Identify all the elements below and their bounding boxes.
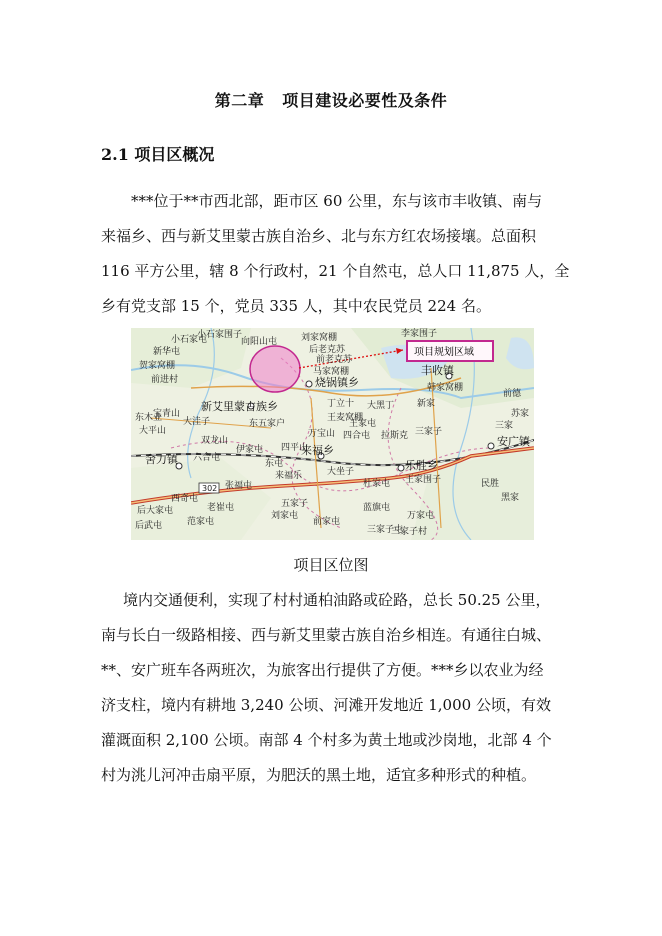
- map-place-label: 宝青山: [153, 409, 181, 419]
- map-place-label: 王麦窝棚: [327, 413, 364, 423]
- map-place-label: 前进村: [151, 375, 179, 385]
- map-place-label: 四平山: [281, 443, 309, 453]
- map-place-label: 伊家屯: [236, 445, 264, 455]
- map-place-label: 大洼子: [183, 417, 211, 427]
- paragraph-line: 济支柱，境内有耕地 3,240 公顷、河滩开发地近 1,000 公顷，有效: [101, 696, 551, 714]
- location-map: [131, 328, 534, 540]
- paragraph-line: ***位于**市西北部，距市区 60 公里，东与该市丰收镇、南与: [131, 192, 543, 210]
- map-town-label: 乐胜乡: [405, 459, 438, 472]
- map-place-label: 黑家: [501, 493, 520, 503]
- paragraph-line: 来福乡、西与新艾里蒙古族自治乡、北与东方红农场接壤。总面积: [101, 227, 537, 245]
- map-place-label: 前老克苏: [316, 355, 353, 365]
- intro-paragraph: [101, 184, 570, 324]
- map-place-label: 新华屯: [153, 347, 181, 357]
- map-caption: 项目区位图: [293, 556, 369, 574]
- map-place-label: 范家屯: [187, 517, 215, 527]
- map-place-label: 蓝旗屯: [363, 503, 391, 513]
- map-place-label: 苏家: [511, 409, 530, 419]
- paragraph-line: 116 平方公里，辖 8 个行政村，21 个自然屯，总人口 11,875 人，全: [101, 262, 570, 280]
- paragraph-line: 乡有党支部 15 个，党员 335 人，其中农民党员 224 名。: [101, 297, 491, 315]
- map-place-label: 老崔屯: [207, 503, 235, 513]
- map-place-label: 后大家屯: [137, 506, 174, 516]
- map-place-label: 小石家屯: [171, 335, 208, 345]
- map-town-label: 新艾里蒙古族乡: [201, 400, 278, 413]
- map-town-label: 舍力镇: [145, 453, 178, 466]
- map-place-label: 来福乐: [275, 471, 303, 481]
- map-place-label: 双龙山: [201, 436, 229, 446]
- chapter-name: 项目建设必要性及条件: [282, 91, 448, 110]
- map-place-label: 前德: [503, 389, 522, 399]
- map-place-label: 后老克苏: [309, 345, 346, 355]
- map-place-label: 韩家窝棚: [427, 383, 464, 393]
- map-place-label: 后武屯: [135, 521, 163, 531]
- map-place-label: 王家围子: [405, 475, 442, 485]
- chapter-title: [0, 88, 662, 111]
- map-place-label: 三家子村: [391, 527, 428, 537]
- map-place-label: 四合屯: [343, 431, 371, 441]
- map-place-label: 大黑丁: [367, 401, 395, 411]
- map-place-label: 万宝山: [308, 429, 336, 439]
- map-place-label: 万家屯: [407, 511, 435, 521]
- map-place-label: 刘家屯: [271, 511, 299, 521]
- map-town-label: 安广镇: [497, 435, 530, 448]
- map-place-label: 刘家窝棚: [301, 333, 338, 343]
- map-place-label: 贺家窝棚: [139, 361, 176, 371]
- paragraph-line: 境内交通便利，实现了村村通柏油路或砼路，总长 50.25 公里，: [123, 591, 551, 609]
- map-place-label: 杜家屯: [363, 479, 391, 489]
- map-place-label: 三家子屯: [367, 525, 404, 535]
- map-place-label: 五家子: [281, 499, 309, 509]
- map-place-label: 向阳山屯: [241, 337, 278, 347]
- map-graphic: [131, 328, 534, 540]
- map-place-label: 拉斯克: [381, 431, 409, 441]
- map-place-label: 李家围子: [401, 329, 438, 339]
- map-town-label: 来福乡: [301, 444, 334, 457]
- map-callout-label: 项目规划区域: [414, 347, 474, 358]
- map-place-label: 马家窝棚: [313, 367, 350, 377]
- map-place-label: 东五家户: [249, 419, 286, 429]
- paragraph-line: 村为洮儿河冲击扇平原，为肥沃的黑土地，适宜多种形式的种植。: [101, 766, 537, 784]
- paragraph-line: **、安广班车各两班次，为旅客出行提供了方便。***乡以农业为经: [101, 661, 544, 679]
- transport-paragraph: [101, 583, 565, 793]
- map-place-label: 六合屯: [193, 453, 221, 463]
- map-place-label: 三家: [495, 421, 514, 431]
- map-place-label: 民胜: [481, 479, 500, 489]
- map-place-label: 张福屯: [225, 481, 253, 491]
- map-town-label: 烧锅镇乡: [315, 376, 359, 389]
- road-number-label: 302: [202, 484, 218, 493]
- map-place-label: 前家屯: [313, 517, 341, 527]
- map-place-label: 西奇屯: [171, 494, 199, 504]
- map-place-label: 王家屯: [349, 419, 377, 429]
- map-place-label: 三家子: [415, 427, 443, 437]
- chapter-number: 第二章: [214, 91, 265, 110]
- map-place-label: 新家: [417, 399, 436, 409]
- paragraph-line: 灌溉面积 2,100 公顷。南部 4 个村多为黄土地或沙岗地，北部 4 个: [101, 731, 552, 749]
- map-place-label: 大坐子: [327, 467, 355, 477]
- map-place-label: 东屯: [265, 459, 284, 469]
- section-heading: 2.1 项目区概况: [101, 145, 215, 164]
- map-town-label: 丰收镇: [421, 364, 454, 377]
- map-place-label: 丁立十: [327, 399, 355, 409]
- map-place-label: 东木业: [135, 413, 163, 423]
- map-place-label: 小石家围子: [197, 330, 243, 340]
- map-place-label: 大平山: [139, 426, 167, 436]
- paragraph-line: 南与长白一级路相接、西与新艾里蒙古族自治乡相连。有通往白城、: [101, 626, 552, 644]
